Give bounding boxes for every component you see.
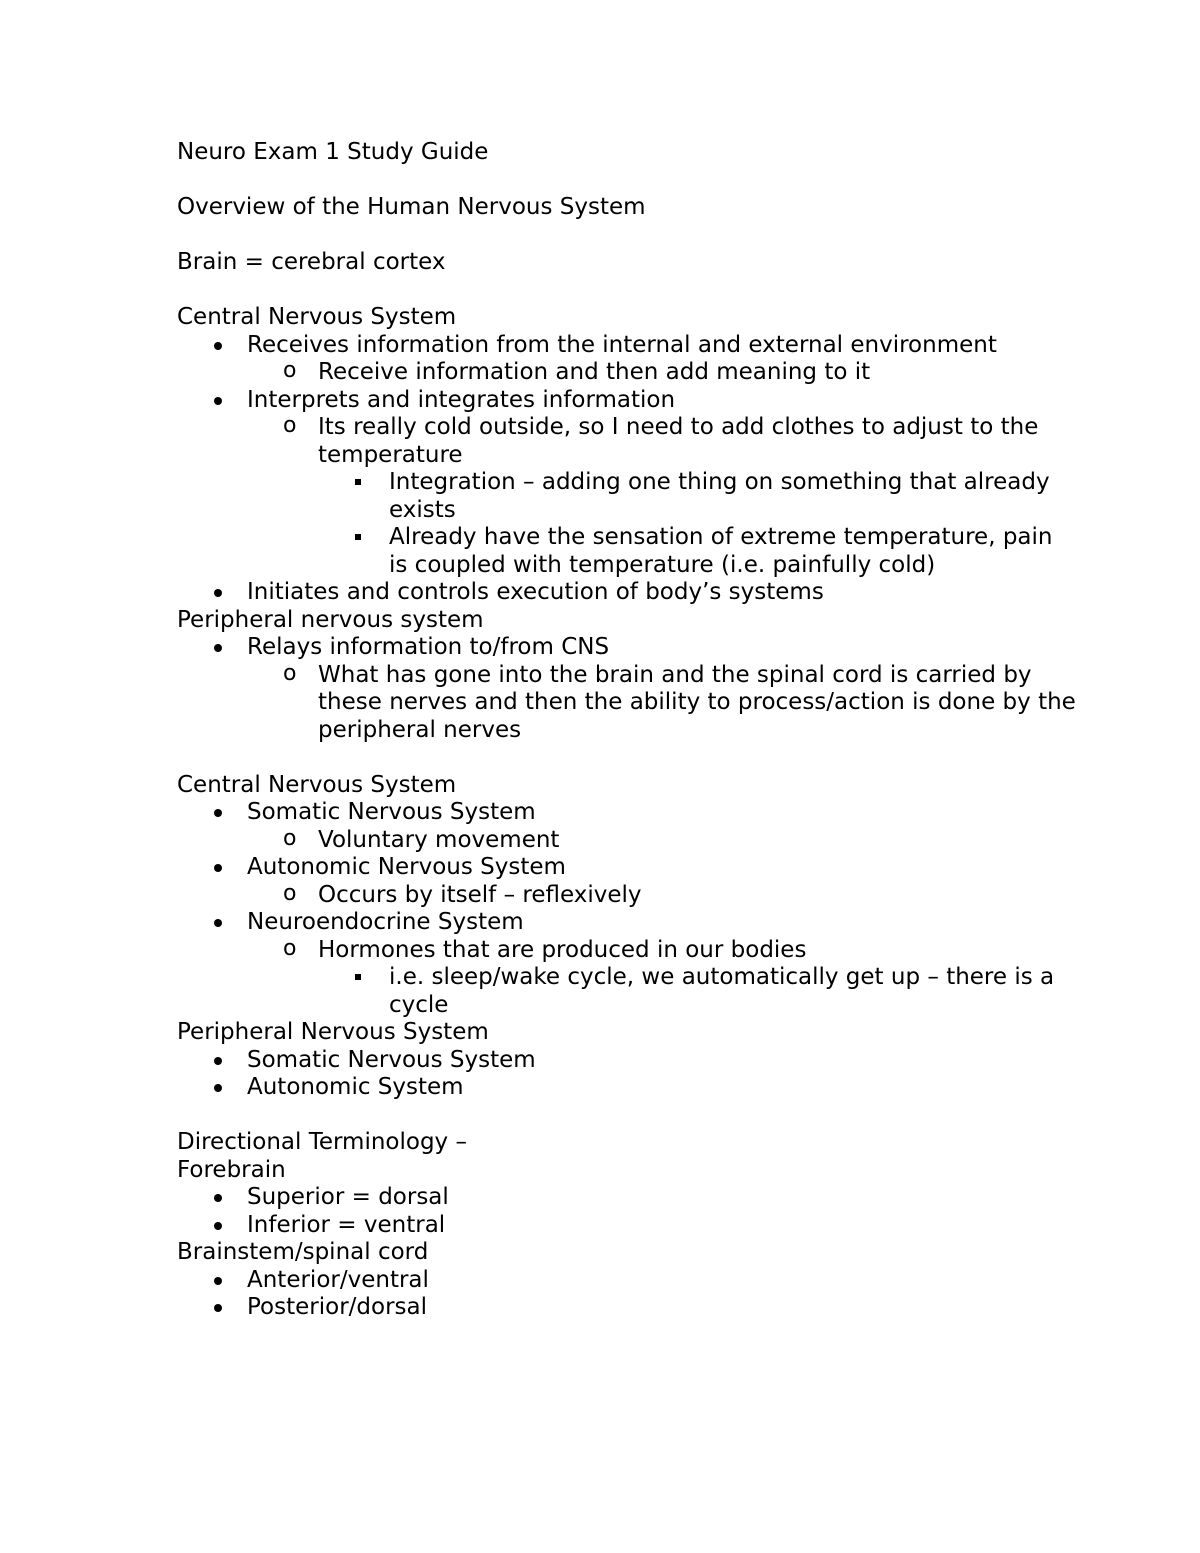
bullet-disc-icon [214,644,222,652]
list-item: Autonomic System [177,1074,1077,1102]
bullet-circle-icon: o [283,825,297,851]
list-item: Posterior/dorsal [177,1294,1077,1322]
bullet-disc-icon [214,864,222,872]
pns-list-2 [177,1047,1077,1102]
cns-heading: Central Nervous System [177,304,457,330]
list-item: Somatic Nervous System [177,799,1077,827]
list-item: Interprets and integrates information [177,387,1077,415]
list-item: Inferior = ventral [177,1212,1077,1240]
list-item: Already have the sensation of extreme temperature, pain is coupled with temperature (i.e. painfully cold) [177,524,1077,579]
list-item: Anterior/ventral [177,1267,1077,1295]
bullet-disc-icon [214,1084,222,1092]
pns-heading-2: Peripheral Nervous System [177,1019,489,1045]
list-item: Superior = dorsal [177,1184,1077,1212]
bullet-circle-icon: o [283,413,297,438]
bullet-circle-icon: o [283,935,297,961]
bullet-circle-icon: o [283,660,297,686]
brainstem-heading: Brainstem/spinal cord [177,1239,429,1265]
list-item: o Hormones that are produced in our bodies [283,935,807,963]
list-item: i.e. sleep/wake cycle, we automatically get up – there is a cycle [177,964,1077,1019]
overview-heading: Overview of the Human Nervous System [177,194,646,220]
bullet-circle-icon: o [283,358,297,383]
list-item: o Voluntary movement [283,825,560,853]
bullet-disc-icon [214,1194,222,1202]
cns-heading-2: Central Nervous System [177,771,457,798]
list-item: o Its really cold outside, so I need to add clothes to adjust to the temperature [283,413,1039,468]
document-page [177,139,1077,1322]
bullet-disc-icon [214,342,222,350]
bullet-circle-icon: o [283,880,297,906]
list-item: Autonomic Nervous System [177,854,1077,882]
list-item: o Occurs by itself – reflexively [283,880,642,908]
pns-list [177,634,1077,744]
bullet-disc-icon [214,589,222,597]
list-item: Receives information from the internal and external environment [177,332,1077,360]
forebrain-list [177,1184,1077,1239]
bullet-square-icon [355,479,361,485]
cns-list-2 [177,799,1077,1019]
list-item: Relays information to/from CNS [177,634,1077,662]
bullet-disc-icon [214,1304,222,1312]
list-item: o What has gone into the brain and the spinal cord is carried by these nerves and then the ability to process/action is done by the peripheral nerves [283,660,1076,743]
bullet-square-icon [355,974,361,980]
bullet-disc-icon [214,1057,222,1065]
bullet-disc-icon [214,919,222,927]
brain-definition: Brain = cerebral cortex [177,249,446,275]
list-item: Initiates and controls execution of body’s systems [177,579,1077,607]
bullet-disc-icon [214,397,222,405]
bullet-disc-icon [214,1277,222,1285]
list-item: Neuroendocrine System [177,909,1077,937]
document-title: Neuro Exam 1 Study Guide [177,139,489,165]
list-item: o Receive information and then add meaning to it [283,358,871,385]
list-item: Integration – adding one thing on something that already exists [177,469,1077,524]
pns-heading: Peripheral nervous system [177,606,484,633]
list-item: Somatic Nervous System [177,1047,1077,1075]
bullet-disc-icon [214,1222,222,1230]
directional-heading: Directional Terminology – [177,1129,467,1155]
bullet-disc-icon [214,809,222,817]
cns-list [177,332,1077,607]
brainstem-list [177,1267,1077,1322]
forebrain-heading: Forebrain [177,1156,286,1183]
bullet-square-icon [355,534,361,540]
